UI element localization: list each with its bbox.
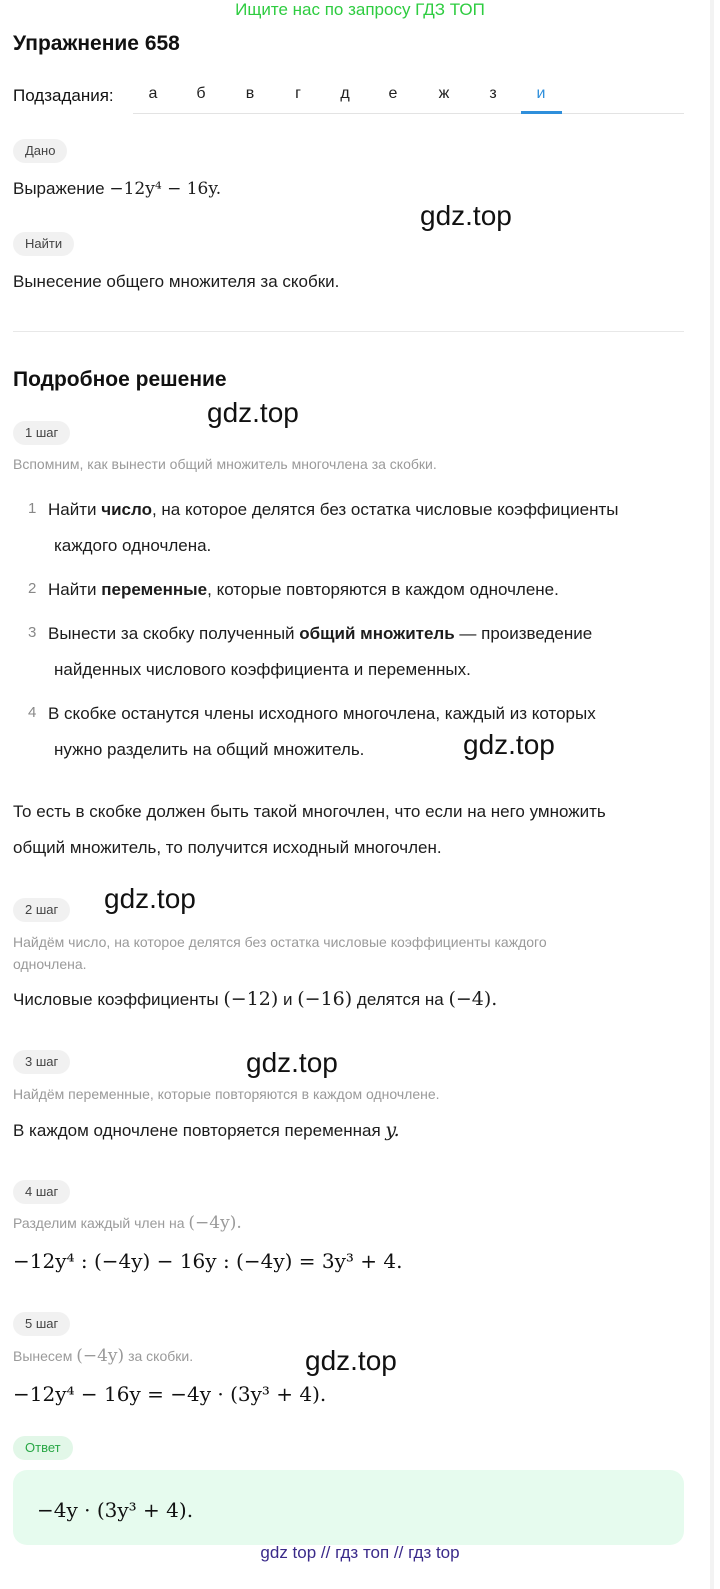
answer-formula: −4y · (3y³ + 4).: [37, 1498, 194, 1522]
step-2-text-a: Числовые коэффициенты: [13, 990, 219, 1009]
list-item-text: нужно разделить на общий множитель.: [54, 740, 365, 759]
step-2-hint-line-2: одночлена.: [13, 956, 87, 972]
step-3-text-a: В каждом одночлене повторяется переменная: [13, 1121, 381, 1140]
step-2-text: [13, 988, 497, 1011]
list-item-text: найденных числового коэффициента и переменных.: [54, 660, 471, 679]
find-text: Вынесение общего множителя за скобки.: [13, 272, 340, 291]
answer-badge: Ответ: [13, 1436, 73, 1460]
given-expression: −12y⁴ − 16y.: [109, 179, 222, 199]
step-5-hint-math: (−4y): [76, 1346, 125, 1366]
list-item: [28, 572, 688, 616]
list-item: [28, 696, 688, 776]
watermark: gdz.top: [420, 200, 512, 231]
list-item: [28, 492, 688, 572]
list-item-text: Вынести за скобку полученный: [48, 624, 300, 643]
step-4-hint: [13, 1213, 242, 1233]
subtasks-label: Подзадания:: [13, 86, 114, 105]
list-item-number: 4: [28, 704, 37, 721]
step-5-hint-b: за скобки.: [128, 1348, 194, 1364]
step-1-list: [28, 492, 688, 776]
list-item-text: В скобке останутся члены исходного многочлена, каждый из которых: [48, 704, 596, 723]
list-item-bold: общий множитель: [299, 624, 455, 643]
tab-e[interactable]: е: [388, 85, 398, 102]
watermark: gdz.top: [104, 883, 196, 914]
step-5-formula: −12y⁴ − 16y = −4y · (3y³ + 4).: [13, 1382, 327, 1406]
page-scrollbar[interactable]: [710, 0, 714, 1589]
list-item-text: , на которое делятся без остатка числовые коэффициенты: [151, 500, 619, 519]
watermark: gdz.top: [207, 397, 299, 428]
page-title: Упражнение 658: [13, 32, 180, 55]
list-item-text: Найти: [48, 500, 102, 519]
given-badge: Дано: [13, 139, 67, 163]
tab-b[interactable]: б: [196, 85, 206, 102]
step-4-hint-text: Разделим каждый член на: [13, 1215, 185, 1231]
list-item-bold: число: [101, 500, 152, 519]
tab-a[interactable]: а: [148, 85, 158, 102]
find-badge: Найти: [13, 232, 74, 256]
search-banner: Ищите нас по запросу ГДЗ ТОП: [235, 0, 485, 19]
step-1-badge: 1 шаг: [13, 421, 70, 445]
step-4-badge: 4 шаг: [13, 1180, 70, 1204]
step-3-variable: y.: [385, 1119, 400, 1141]
step-3-badge: 3 шаг: [13, 1050, 70, 1074]
step-5-hint-a: Вынесем: [13, 1348, 73, 1364]
step-5-hint: [13, 1346, 193, 1366]
step-2-text-b: делятся на: [356, 990, 444, 1009]
tabs-divider: [133, 113, 684, 114]
watermark: gdz.top: [246, 1047, 338, 1078]
tab-v[interactable]: в: [245, 85, 255, 102]
list-item-number: 2: [28, 580, 37, 597]
watermark: gdz.top: [463, 729, 555, 760]
tab-g[interactable]: г: [295, 85, 301, 102]
conclusion-line-1: То есть в скобке должен быть такой многочлен, что если на него умножить: [13, 802, 606, 821]
step-2-math-2: (−16): [297, 988, 353, 1010]
solution-title: Подробное решение: [13, 368, 227, 391]
footer-links[interactable]: gdz top // гдз топ // гдз top: [260, 1543, 460, 1562]
tab-zh[interactable]: ж: [438, 85, 450, 102]
conclusion-line-2: общий множитель, то получится исходный многочлен.: [13, 838, 442, 857]
tab-d[interactable]: д: [340, 85, 350, 102]
list-item-text: Найти: [48, 580, 102, 599]
given-prefix: Выражение: [13, 179, 105, 198]
step-3-hint: Найдём переменные, которые повторяются в каждом одночлене.: [13, 1086, 440, 1102]
step-4-formula: −12y⁴ : (−4y) − 16y : (−4y) = 3y³ + 4.: [13, 1249, 403, 1273]
tab-z[interactable]: з: [489, 85, 497, 102]
list-item-text: , которые повторяются в каждом одночлене.: [207, 580, 559, 599]
step-2-badge: 2 шаг: [13, 898, 70, 922]
step-2-hint-line-1: Найдём число, на которое делятся без остатка числовые коэффициенты каждого: [13, 934, 547, 950]
step-2-and: и: [283, 990, 293, 1009]
step-3-text: [13, 1119, 400, 1142]
step-1-hint: Вспомним, как вынести общий множитель многочлена за скобки.: [13, 456, 437, 472]
step-4-hint-math: (−4y).: [188, 1213, 242, 1233]
list-item-number: 3: [28, 624, 37, 641]
given-text: [13, 178, 221, 200]
list-item-text: каждого одночлена.: [54, 536, 212, 555]
list-item-text: — произведение: [454, 624, 593, 643]
watermark: gdz.top: [305, 1345, 397, 1376]
step-2-math-3: (−4).: [448, 988, 498, 1010]
step-2-math-1: (−12): [223, 988, 279, 1010]
active-tab-indicator: [521, 111, 562, 114]
step-5-badge: 5 шаг: [13, 1312, 70, 1336]
list-item: [28, 616, 688, 696]
tab-i[interactable]: и: [536, 85, 546, 102]
section-divider: [13, 331, 684, 332]
list-item-bold: переменные: [101, 580, 208, 599]
list-item-number: 1: [28, 500, 37, 517]
